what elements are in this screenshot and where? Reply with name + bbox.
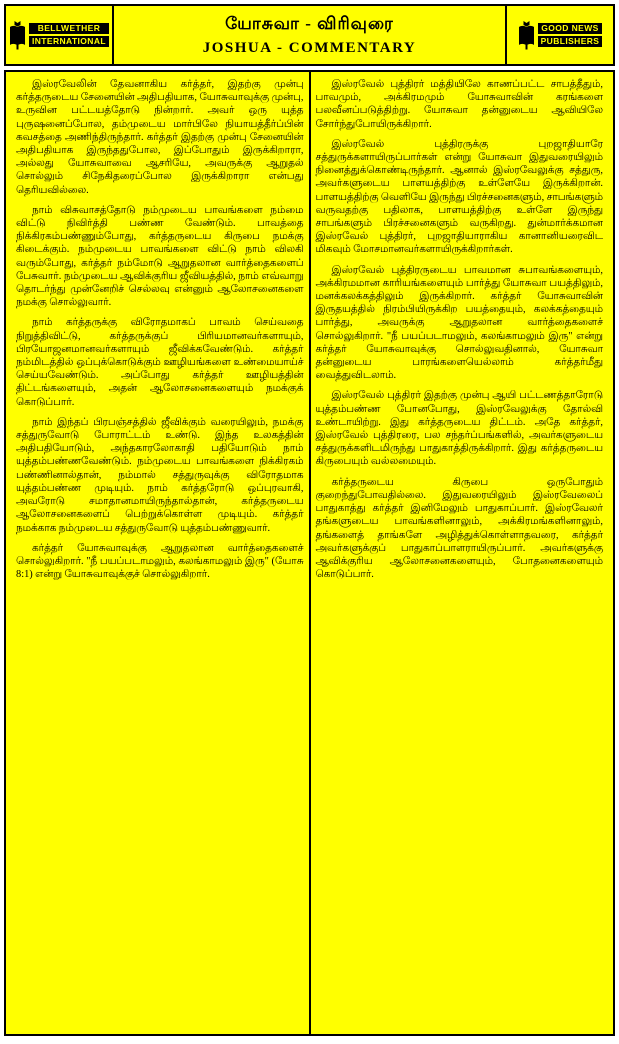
publisher-logo-left [6, 6, 114, 64]
logo-left-line2: INTERNATIONAL [29, 36, 109, 47]
logo-left-line1: BELLWETHER [29, 23, 109, 34]
title-english: JOSHUA - COMMENTARY [202, 39, 417, 56]
logo-right-line2: PUBLISHERS [538, 36, 603, 47]
column-right [311, 78, 609, 1028]
commentary-body [4, 70, 615, 1036]
paragraph: நாம் கர்த்தருக்கு விரோதமாகப் பாவம் செய்வதை நிறுத்திவிட்டு, கர்த்தருக்குப் பிரியமானவர்களாயும், பிரயோஜனமானவர்களாயும் ஜீவிக்கவேண்டும். கர்த்தர் நம்மிடத்தில் ஒப்புக்கொடுக்கும் ஊழியங்களை உண்மையாய்ச் செய்யவேண்டும். அப்போது கர்த்தர் ஊழியத்தின் திட்டங்களையும், அதன் ஆலோசனைகளையும் நமக்குக் கொடுப்பார். [16, 317, 304, 408]
paragraph: இஸ்ரவேல் புத்திரருடைய பாவமான சுபாவங்களையும், அக்கிரமமான காரியங்களையும் பார்த்து யோசுவா பயத்திலும், மனக்கலக்கத்திலும் இருக்கிறார். கர்த்தர் யோசுவாவின் இருதயத்தில் நிரம்பியிருக்கிற பயத்தையும், கலக்கத்தையும் பார்த்து, அவருக்கு ஆறுதலான வார்த்தைகளைச் சொல்லுகிறார். "நீ பயப்படாமலும், கலங்காமலும் இரு" என்று கர்த்தர் யோசுவாவுக்கு சொல்லுவதினால், யோசுவா தன்னுடைய பாரங்களையெல்லாம் கர்த்தர்மீது வைத்துவிடலாம். [315, 264, 603, 382]
publisher-logo-right [505, 6, 613, 64]
open-book-lamp-icon [518, 20, 535, 50]
paragraph: இஸ்ரவேல் புத்திரருக்கு புறஜாதியாரே சத்துருக்களாயிருப்பார்கள் என்று யோசுவா இதுவரையிலும் நினைத்துக்கொண்டிருந்தார். ஆனால் இஸ்ரவேலுக்கு சத்துரு, அவர்களுடைய பாளயத்திற்கு உள்ளேயே இருக்கிறான். பாளயத்திற்கு வெளியே இருந்து பிரச்சனைகளும், சாபங்களும் வருவதற்கு பதிலாக, பாளயத்திற்கு உள்ளே இருந்து சாபங்களும் பிரச்சனைகளும் வருகிறது. துன்மார்க்கமான இஸ்ரவேல் புத்திரர், புறஜாதியாராகிய கானானியரைவிட மிகவும் மோசமானவர்களாயிருக்கிறார்கள். [315, 138, 603, 256]
page-header [4, 4, 615, 66]
title-tamil: யோசுவா - விரிவுரை [225, 13, 394, 33]
paragraph: இஸ்ரவேல் புத்திரர் இதற்கு முன்பு ஆயி பட்டணத்தாரோடு யுத்தம்பண்ண போனபோது, இஸ்ரவேலுக்கு தோல்வி உண்டாயிற்று. இது கர்த்தருடைய திட்டம். அதே கர்த்தர், இஸ்ரவேல் புத்திரரை, பல சந்தர்ப்பங்களில், அவர்களுடைய சத்துருக்களிடமிருந்து பாதுகாத்திருக்கிறார். இது கர்த்தருடைய கிருபையும் வல்லமையும். [315, 390, 603, 468]
paragraph: கர்த்தர் யோசுவாவுக்கு ஆறுதலான வார்த்தைகளைச் சொல்லுகிறார். "நீ பயப்படாமலும், கலங்காமலும் இரு" (யோசு 8:1) என்று யோசுவாவுக்குச் சொல்லுகிறார். [16, 542, 304, 581]
paragraph: இஸ்ரவேல் புத்திரர் மத்தியிலே காணப்பட்ட சாபத்தீதும், பாவமும், அக்கிரமமும் யோசுவாவின் கரங்களை பலவீனப்படுத்திற்று. யோசுவா தன்னுடைய ஆவியிலே சோர்ந்துபோயிருக்கிறார். [315, 79, 603, 130]
open-book-lamp-icon [9, 20, 26, 50]
paragraph: இஸ்ரவேலின் தேவனாகிய கர்த்தர், இதற்கு முன்பு கர்த்தருடைய சேனையின் அதிபதியாக, யோசுவாவுக்கு முன்பு, உருவின பட்டயத்தோடு நின்றார். அவர் ஒரு யுத்த புருஷனைப்போல, தம்முடைய மார்பிலே நியாயத்தீர்ப்பின் கவசத்தை அணிந்திருந்தார். கர்த்தர் இதற்கு முன்பு சேனையின் அதிபதியாக இருந்ததுபோல, இப்போதும் இருக்கிறாரா, அல்லது யோசுவாவை ஆசரியே, அவருக்கு ஆறுதல் சொல்லும் சிநேகிதரைப்போல இருக்கிறாரா என்பது தெரியவில்லை. [16, 79, 304, 196]
paragraph: கர்த்தருடைய கிருபை ஒருபோதும் குறைந்துபோவதில்லை. இதுவரையிலும் இஸ்ரவேலைப் பாதுகாத்து கர்த்தர் இனிமேலும் பாதுகாப்பார். இஸ்ரவேலர் தங்களுடைய பாவங்களினாலும், அக்கிரமங்களினாலும், தங்களைத் தாங்களே அழித்துக்கொள்ளாதவரை, கர்த்தர் அவர்களுக்குப் பாதுகாப்பாளராயிருப்பார். அவர்களுக்கு ஆவிக்குரிய ஆலோசனைகளையும், போதனைகளையும் கொடுப்பார். [315, 476, 603, 581]
paragraph: நாம் இந்தப் பிரபஞ்சத்தில் ஜீவிக்கும் வரையிலும், நமக்கு சத்துருவோடு போராட்டம் உண்டு. இந்த உலகத்தின் அதிபதியோடும், அந்தகாரலோகாதி பதியோடும் நாம் யுத்தம்பண்ணவேண்டும். நம்முடைய பாவங்களை நிக்கிரகம் பண்ணினால்தான், நம்மால் சத்துருவுக்கு விரோதமாக யுத்தம்பண்ண முடியும். நாம் கர்த்தரோடு ஒப்புரவாகி, அவரோடு சமாதானமாயிருந்தால்தான், கர்த்தருடைய ஆலோசனைகளைப் பெற்றுக்கொள்ள முடியும். கர்த்தர் நமக்காக நம்முடைய சத்துருவோடு யுத்தம்பண்ணுவார். [16, 416, 304, 534]
column-left [11, 78, 309, 1028]
logo-right-line1: GOOD NEWS [538, 23, 603, 34]
page-title [114, 6, 505, 64]
paragraph: நாம் விசுவாசத்தோடு நம்முடைய பாவங்களை நம்மை விட்டு நிவிர்த்தி பண்ண வேண்டும். பாவத்தை நிக்கிரகம்பண்ணும்போது, கர்த்தருடைய கிருபை நமக்கு கிடைக்கும். நம்முடைய பாவங்களை விட்டு நாம் விலகி வரும்போது, கர்த்தர் நம்மோடு ஆறுதலான வார்த்தைகளைப் பேசுவார். நம்முடைய ஆவிக்குரிய ஜீவியத்தில், நாம் எவ்வாறு தொடர்ந்து முன்னேறிச் செல்லவு என்னும் ஆலோசனைகளை நமக்கு சொல்லுவார். [16, 204, 304, 309]
